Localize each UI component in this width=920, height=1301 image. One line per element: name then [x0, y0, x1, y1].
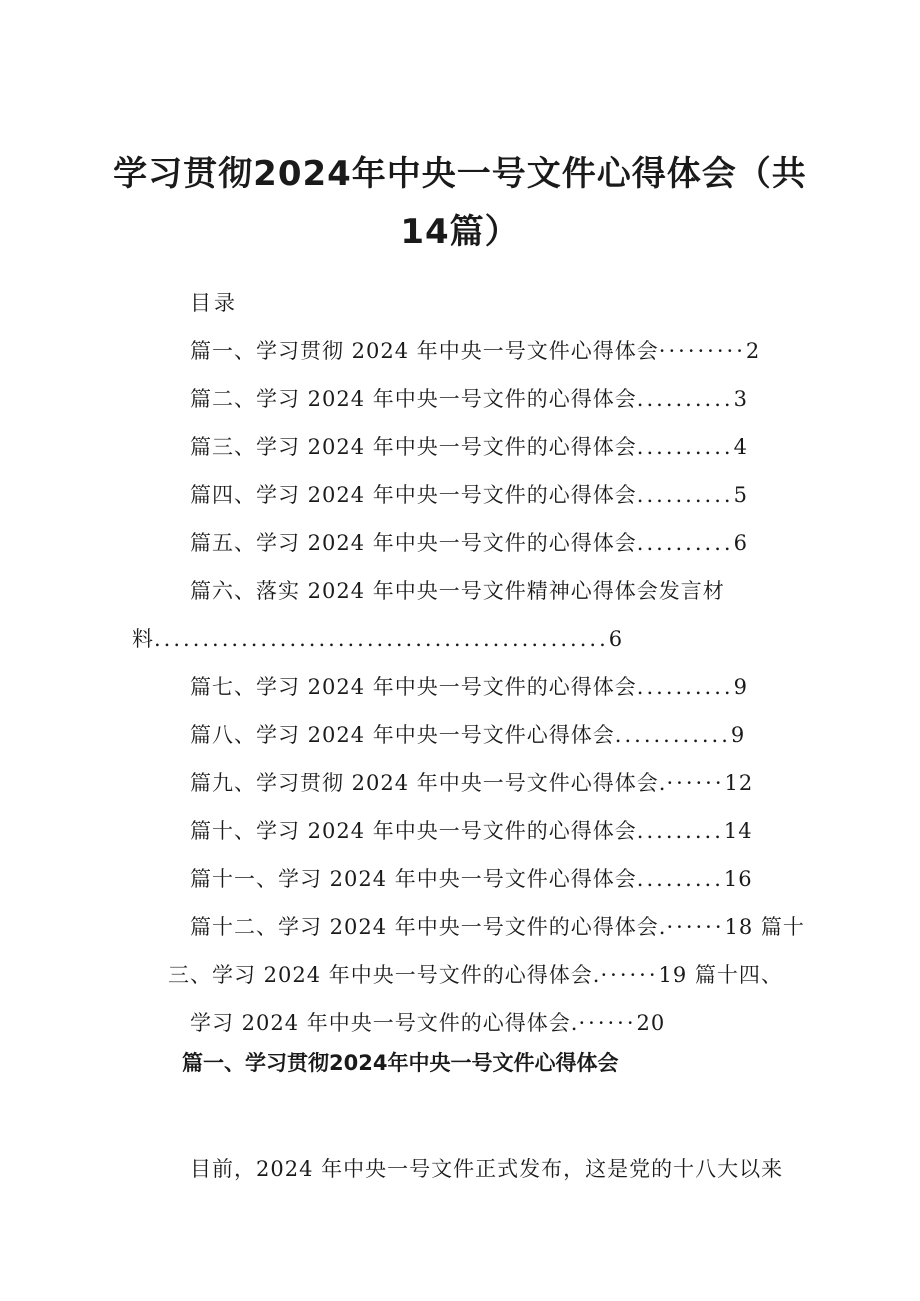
toc-entry-text: 篇四、学习 2024 年中央一号文件的心得体会: [190, 483, 637, 507]
toc-entry: [190, 863, 753, 893]
toc-entry-text: 篇三、学习 2024 年中央一号文件的心得体会: [190, 435, 637, 459]
toc-leader-dots: ..........: [636, 675, 734, 699]
toc-leader-dots: ······: [578, 1011, 637, 1035]
toc-entry: [190, 479, 748, 509]
toc-entry: [190, 671, 748, 701]
toc-entry-text: 三、学习 2024 年中央一号文件的心得体会.: [168, 963, 601, 987]
toc-entry: [190, 719, 745, 749]
toc-leader-dots: ...............................................: [154, 627, 609, 651]
toc-page-number: 14: [723, 819, 753, 843]
toc-page-number: 20: [636, 1011, 666, 1035]
toc-leader-dots: ······: [600, 963, 659, 987]
toc-entry: [190, 527, 748, 557]
toc-page-number: 18 篇十: [724, 915, 805, 939]
toc-page-number: 16: [723, 867, 753, 891]
section-heading: 篇一、学习贯彻2024年中央一号文件心得体会: [182, 1051, 619, 1075]
toc-page-number: 12: [724, 771, 754, 795]
toc-leader-dots: ..........: [636, 531, 734, 555]
toc-page-number: 3: [733, 387, 748, 411]
toc-entry: [190, 815, 753, 845]
toc-entry-continuation: [132, 623, 623, 653]
toc-entry: [190, 383, 748, 413]
toc-leader-dots: .........: [636, 819, 724, 843]
body-paragraph: 目前，2024 年中央一号文件正式发布，这是党的十八大以来: [190, 1157, 784, 1181]
toc-heading: 目录: [190, 291, 238, 315]
toc-leader-dots: .........: [636, 867, 724, 891]
toc-leader-dots: ·········: [658, 339, 746, 363]
toc-page-number: 6: [733, 531, 748, 555]
toc-leader-dots: ..........: [636, 435, 734, 459]
toc-entry: [168, 959, 783, 989]
toc-entry-text: 篇十二、学习 2024 年中央一号文件的心得体会.: [190, 915, 667, 939]
toc-entry-text: 篇七、学习 2024 年中央一号文件的心得体会: [190, 675, 637, 699]
toc-entry-text: 篇一、学习贯彻 2024 年中央一号文件心得体会: [190, 339, 659, 363]
toc-entry: [190, 911, 805, 941]
toc-entry: [190, 1007, 665, 1037]
toc-entry: [190, 575, 725, 605]
document-title-line-2: 14篇）: [400, 212, 520, 252]
document-title-line-1: 学习贯彻2024年中央一号文件心得体会（共: [113, 154, 807, 194]
toc-entry-text: 篇二、学习 2024 年中央一号文件的心得体会: [190, 387, 637, 411]
toc-entry-text: 篇十、学习 2024 年中央一号文件的心得体会: [190, 819, 637, 843]
toc-entry: [190, 335, 760, 365]
toc-entry-text: 篇六、落实 2024 年中央一号文件精神心得体会发言材: [190, 579, 725, 603]
toc-entry-text: 篇八、学习 2024 年中央一号文件心得体会: [190, 723, 615, 747]
toc-entry: [190, 431, 748, 461]
toc-page-number: 5: [733, 483, 748, 507]
toc-entry: [190, 767, 753, 797]
toc-leader-dots: ······: [666, 915, 725, 939]
toc-leader-dots: ..........: [636, 483, 734, 507]
toc-page-number: 6: [608, 627, 624, 651]
toc-page-number: 4: [733, 435, 748, 459]
toc-page-number: 19 篇十四、: [658, 963, 783, 987]
toc-entry-text: 篇九、学习贯彻 2024 年中央一号文件心得体会.: [190, 771, 667, 795]
toc-entry-text: 学习 2024 年中央一号文件的心得体会.: [190, 1011, 579, 1035]
toc-entry-text: 篇五、学习 2024 年中央一号文件的心得体会: [190, 531, 637, 555]
toc-page-number: 9: [733, 675, 748, 699]
toc-page-number: 2: [745, 339, 761, 363]
toc-entry-text: 料: [132, 627, 154, 651]
toc-entry-text: 篇十一、学习 2024 年中央一号文件心得体会: [190, 867, 637, 891]
toc-page-number: 9: [730, 723, 746, 747]
toc-leader-dots: ······: [666, 771, 725, 795]
toc-leader-dots: ............: [614, 723, 731, 747]
toc-leader-dots: ..........: [636, 387, 734, 411]
